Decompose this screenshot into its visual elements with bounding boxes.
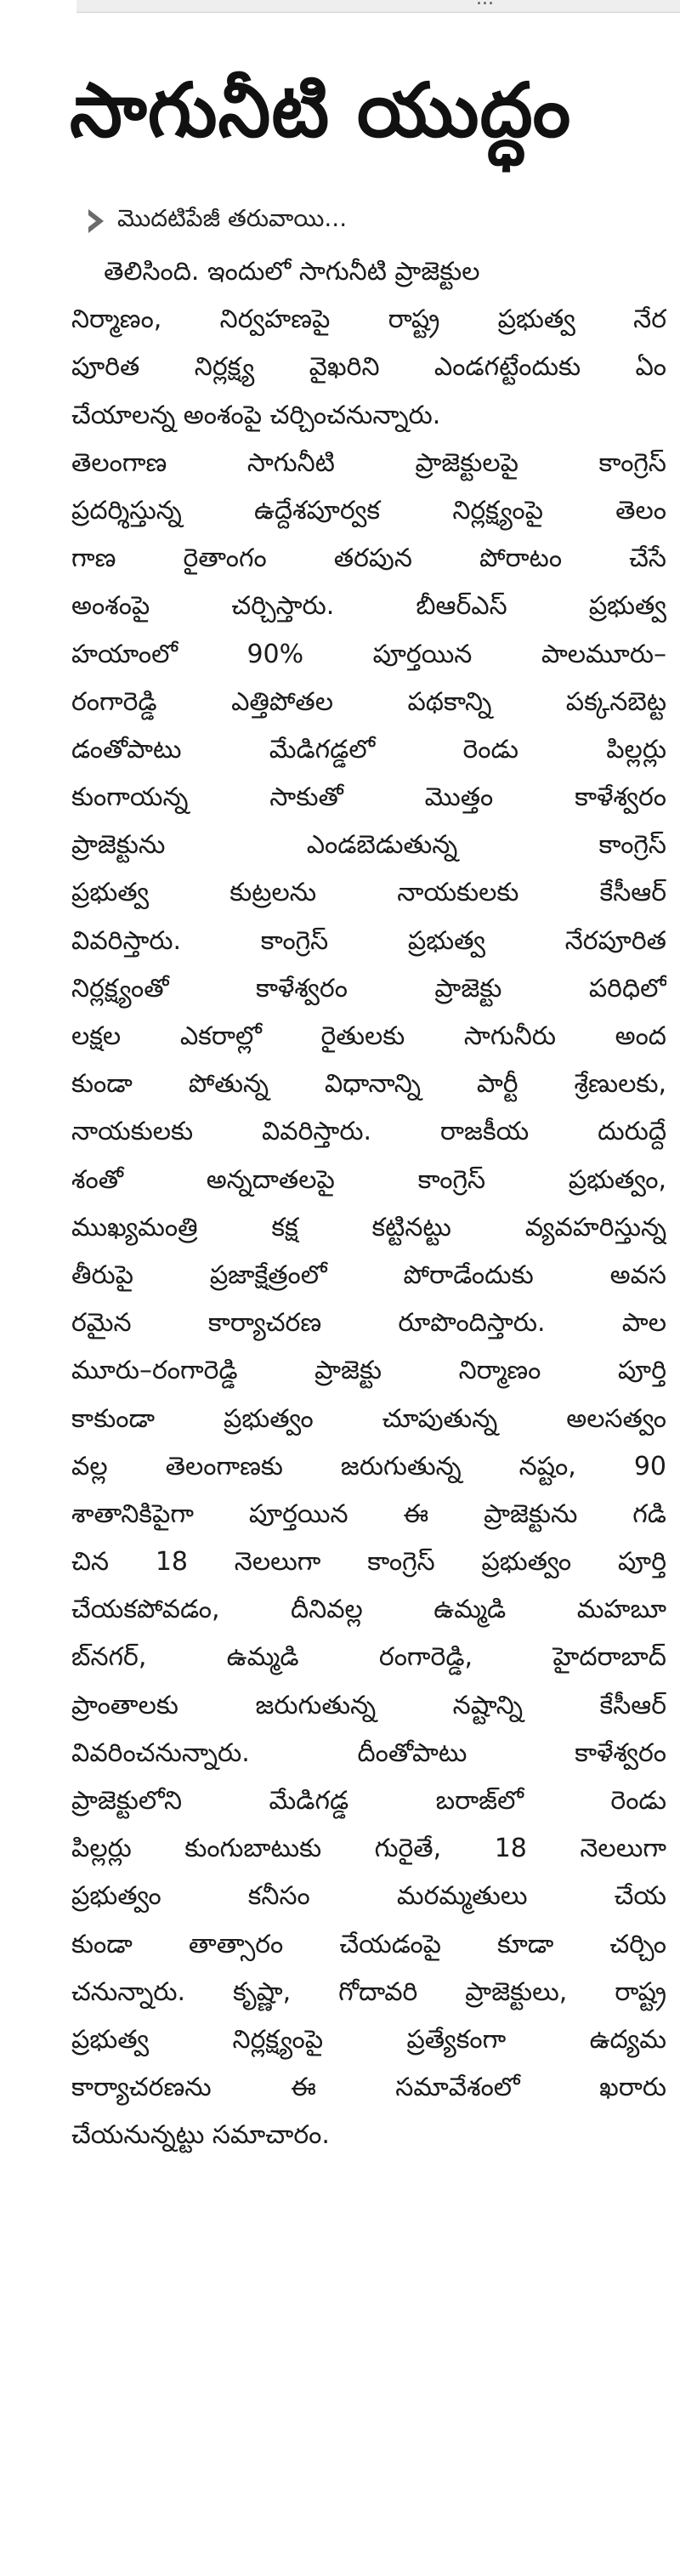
article-line: శాతానికిపైగా పూర్తయిన ఈ ప్రాజెక్టును గడి (71, 1498, 666, 1529)
article-line: చనున్నారు. కృష్ణా, గోదావరి ప్రాజెక్టులు, రాష్ట్ర (71, 1976, 666, 2007)
article-line: తెలిసింది. ఇందులో సాగునీటి ప్రాజెక్టుల (71, 257, 480, 287)
article-line: రమైన కార్యాచరణ రూపొందిస్తారు. పాల (71, 1308, 666, 1339)
article-line: తెలంగాణ సాగునీటి ప్రాజెక్టులపై కాంగ్రెస్ (71, 447, 666, 478)
article-line: లక్షల ఎకరాల్లో రైతులకు సాగునీరు అంద (71, 1021, 666, 1051)
article-line: ప్రాంతాలకు జరుగుతున్న నష్టాన్ని కేసీఆర్ (71, 1690, 666, 1720)
article-line: కుంగాయన్న సాకుతో మొత్తం కాళేశ్వరం (71, 782, 666, 813)
article-line: చిన 18 నెలలుగా కాంగ్రెస్ ప్రభుత్వం పూర్తి (71, 1547, 666, 1578)
article-body (71, 248, 666, 2160)
article-line: పిల్లర్లు కుంగుబాటుకు గురైతే, 18 నెలలుగా (71, 1834, 666, 1864)
article-line: హయాంలో 90% పూర్తయిన పాలమూరు– (71, 639, 666, 669)
article-line: ప్రదర్శిస్తున్న ఉద్దేశపూర్వక నిర్లక్ష్యంపై తెలం (71, 495, 666, 526)
article-line: మూరు–రంగారెడ్డి ప్రాజెక్టు నిర్మాణం పూర్తి (71, 1356, 666, 1386)
article-line: కార్యాచరణను ఈ సమావేశంలో ఖరారు (71, 2073, 666, 2103)
article-line: డంతోపాటు మేడిగడ్డలో రెండు పిల్లర్లు (71, 734, 666, 765)
article-line: చేయాలన్న అంశంపై చర్చించనున్నారు. (71, 400, 441, 430)
article-line: నాయకులకు వివరిస్తారు. రాజకీయ దురుద్దే (71, 1117, 666, 1147)
article-line: ముఖ్యమంత్రి కక్ష కట్టినట్టు వ్యవహరిస్తున్న (71, 1212, 666, 1243)
article-line: అంశంపై చర్చిస్తారు. బీఆర్ఎస్ ప్రభుత్వ (71, 591, 666, 622)
previous-article-text (476, 0, 544, 5)
article-line: చేయకపోవడం, దీనివల్ల ఉమ్మడి మహబూ (71, 1595, 666, 1625)
article-line: కుండా తాత్సారం చేయడంపై కూడా చర్చిం (71, 1929, 666, 1959)
continued-from-front-page (85, 204, 347, 238)
article-line: చేయనున్నట్టు సమాచారం. (71, 2120, 330, 2151)
article-line: గాణ రైతాంగం తరపున పోరాటం చేసే (71, 543, 666, 574)
article-line: ప్రభుత్వ నిర్లక్ష్యంపై ప్రత్యేకంగా ఉద్యమ (71, 2024, 666, 2055)
article-line: ప్రాజెక్టులోని మేడిగడ్డ బరాజ్‌లో రెండు (71, 1786, 666, 1816)
previous-article-strip (76, 0, 680, 13)
article-line: కుండా పోతున్న విధానాన్ని పార్టీ శ్రేణులకు, (71, 1069, 666, 1100)
article-line: శంతో అన్నదాతలపై కాంగ్రెస్ ప్రభుత్వం, (71, 1164, 666, 1195)
article-line: బ్‌నగర్, ఉమ్మడి రంగారెడ్డి, హైదరాబాద్ (71, 1642, 666, 1673)
continued-label: మొదటిపేజీ తరువాయి... (117, 204, 348, 232)
headline: సాగునీటి యుద్ధం (70, 66, 572, 154)
article-line: కాకుండా ప్రభుత్వం చూపుతున్న అలసత్వం (71, 1403, 666, 1434)
chevron-right-icon (85, 207, 107, 236)
article-line: ప్రాజెక్టును ఎండబెడుతున్న కాంగ్రెస్ (71, 830, 666, 861)
article-line: ప్రభుత్వం కనీసం మరమ్మతులు చేయ (71, 1881, 666, 1912)
article-line: రంగారెడ్డి ఎత్తిపోతల పథకాన్ని పక్కనబెట్ట (71, 686, 666, 717)
article-line: తీరుపై ప్రజాక్షేత్రంలో పోరాడేందుకు అవస (71, 1260, 666, 1290)
article-line: ప్రభుత్వ కుట్రలను నాయకులకు కేసీఆర్ (71, 878, 666, 908)
article-line: వివరిస్తారు. కాంగ్రెస్ ప్రభుత్వ నేరపూరిత (71, 925, 666, 956)
article-line: నిర్మాణం, నిర్వహణపై రాష్ట్ర ప్రభుత్వ నేర (71, 304, 666, 335)
article-line: పూరిత నిర్లక్ష్య వైఖరిని ఎండగట్టేందుకు ఏం (71, 352, 666, 383)
article-line: నిర్లక్ష్యంతో కాళేశ్వరం ప్రాజెక్టు పరిధిలో (71, 973, 666, 1004)
article-line: వివరించనున్నారు. దీంతోపాటు కాళేశ్వరం (71, 1737, 666, 1768)
article-line: వల్ల తెలంగాణకు జరుగుతున్న నష్టం, 90 (71, 1451, 666, 1481)
